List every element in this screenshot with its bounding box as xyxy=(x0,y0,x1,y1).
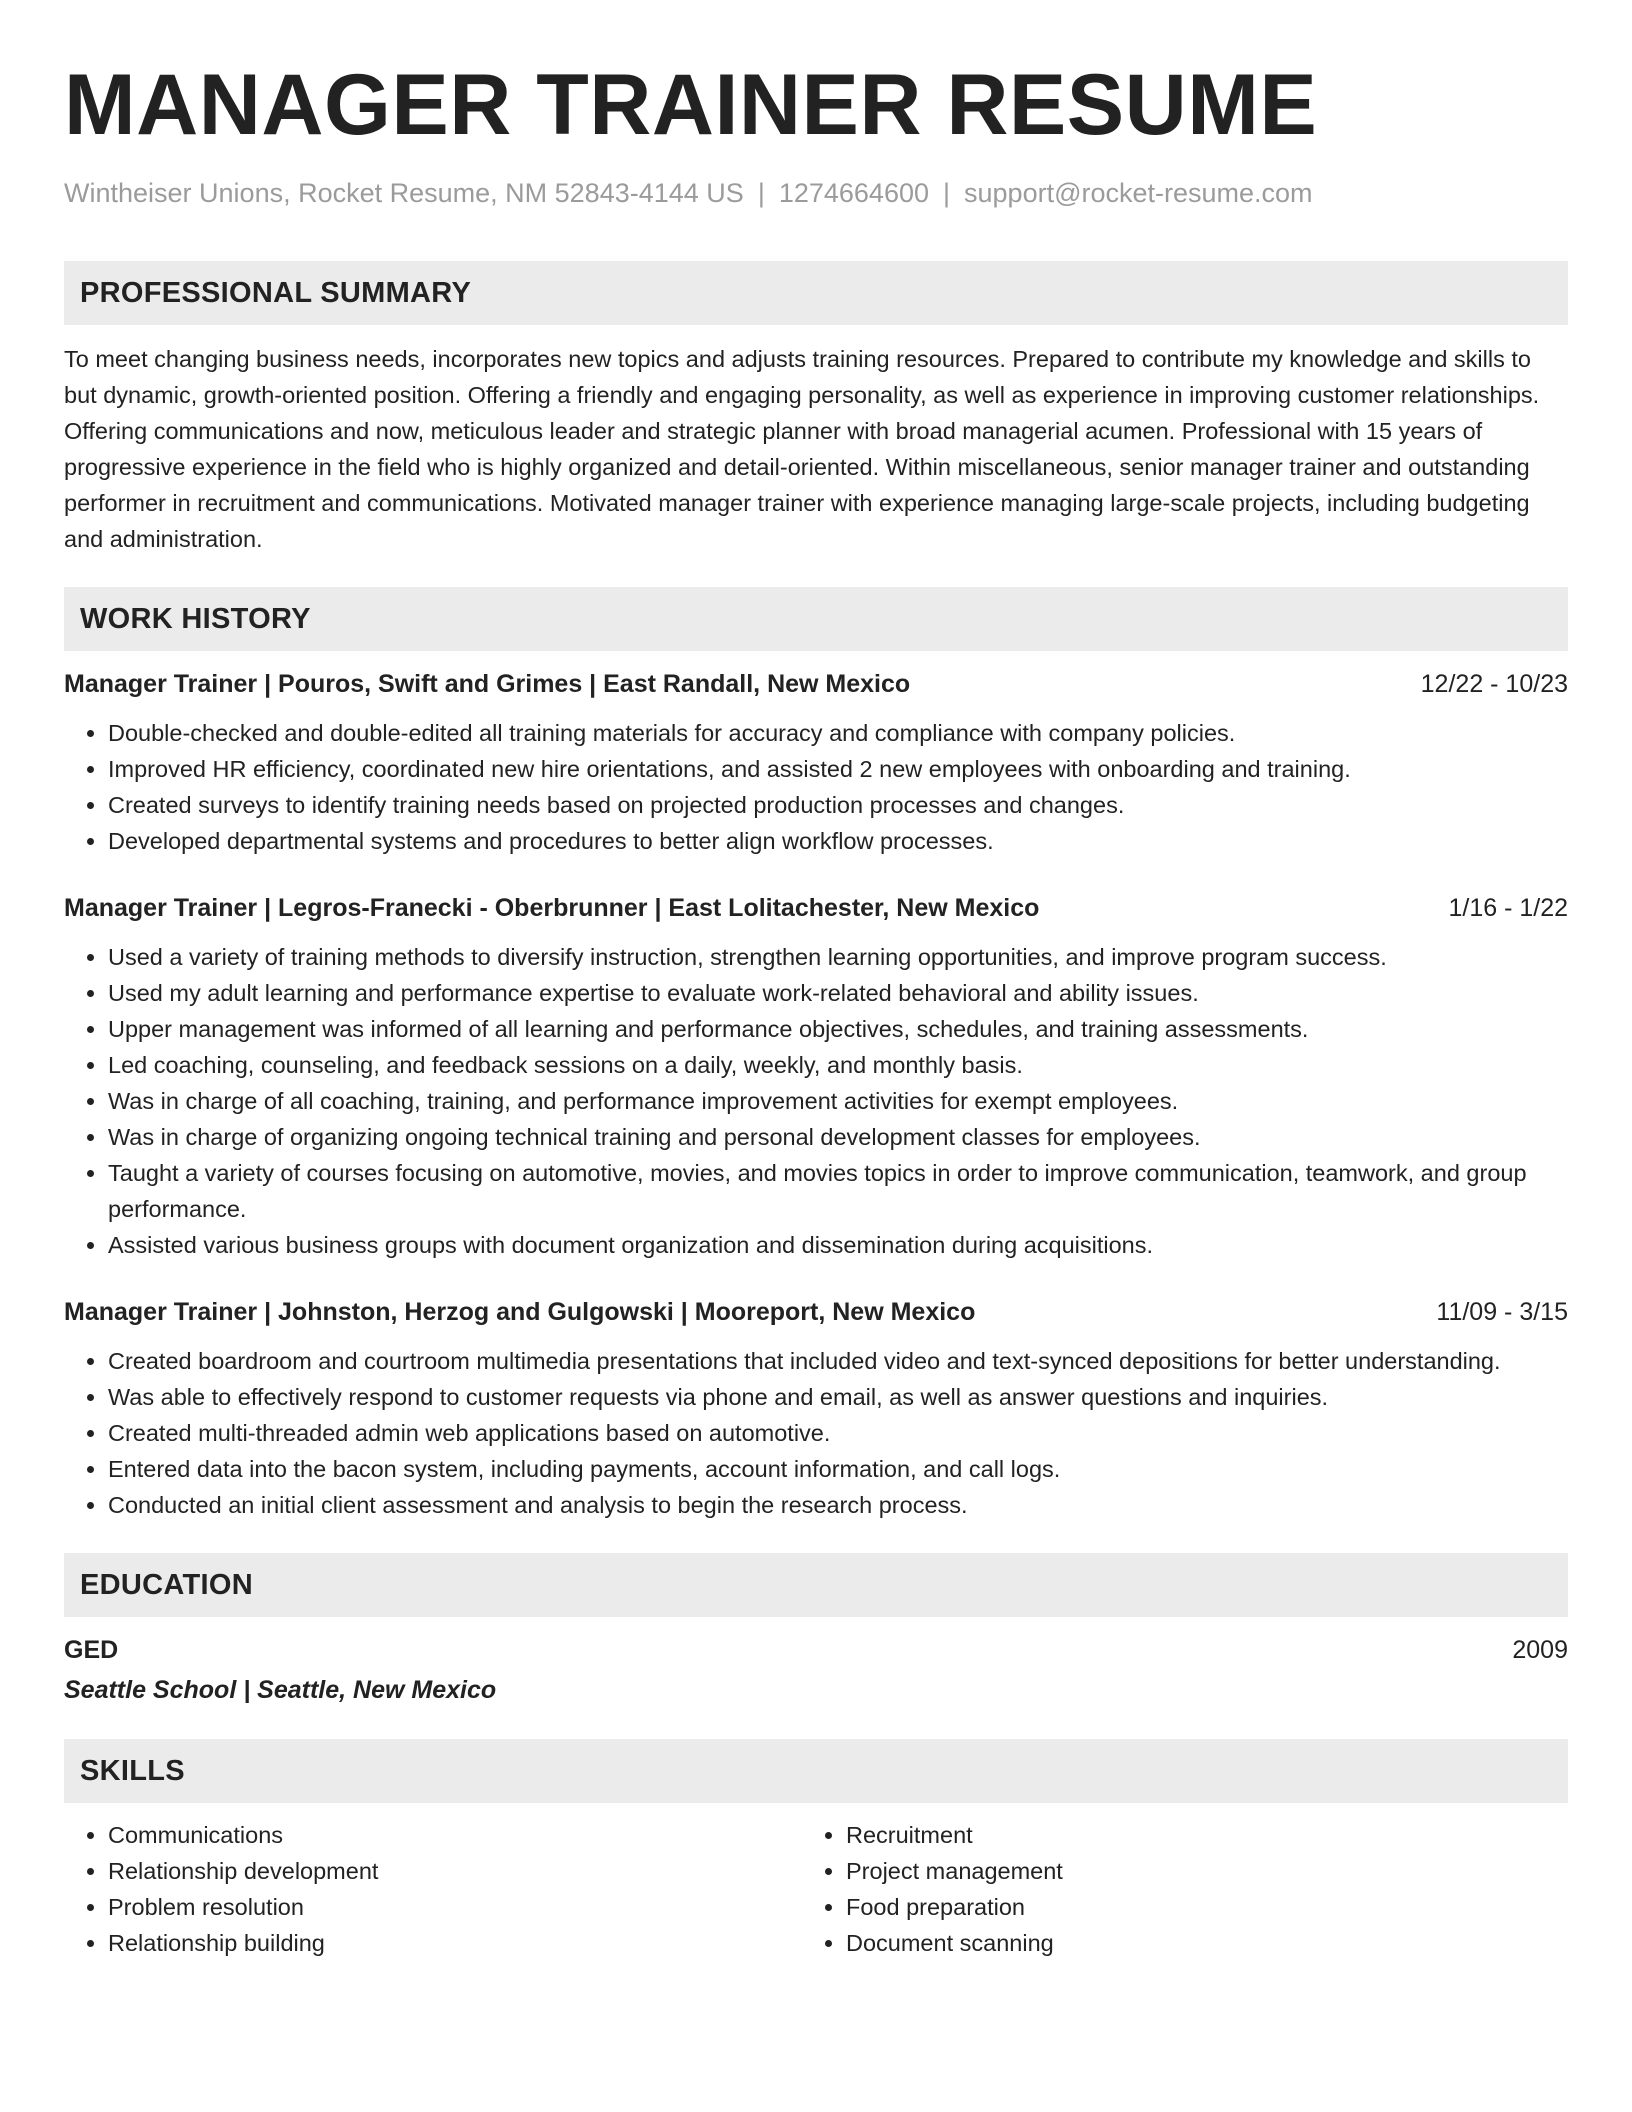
job-dates: 12/22 - 10/23 xyxy=(1420,670,1568,698)
summary-text: To meet changing business needs, incorporates new topics and adjusts training resources. Prepared to contribute my knowledge and skills to but dynamic, growth-oriented position. Offering a friendly and engaging personality, as well as experience in improving customer relationships. Offering communications and now, meticulous leader and strategic planner with broad managerial acumen. Professional with 15 years of progressive experience in the field who is highly organized and detail-oriented. Within miscellaneous, senior manager trainer and outstanding performer in recruitment and communications. Motivated manager trainer with experience managing large-scale projects, including budgeting and administration. xyxy=(64,346,1540,552)
education-heading: EDUCATION xyxy=(64,1553,1568,1617)
skill-item: • Recruitment xyxy=(846,1817,1540,1853)
job-bullet: • Created surveys to identify training needs based on projected production processes and changes. xyxy=(108,787,1568,823)
job-bullet: • Taught a variety of courses focusing on automotive, movies, and movies topics in order to improve communication, teamwork, and group performance. xyxy=(108,1155,1568,1227)
job-bullet: • Double-checked and double-edited all training materials for accuracy and compliance with company policies. xyxy=(108,715,1568,751)
education-school: Seattle School | Seattle, New Mexico xyxy=(64,1676,497,1704)
contact-phone: 1274664600 xyxy=(778,178,929,208)
skill-item: • Communications xyxy=(108,1817,802,1853)
skills-column-left xyxy=(64,1817,802,1961)
job-title: Manager Trainer | Pouros, Swift and Grimes | East Randall, New Mexico xyxy=(64,670,911,698)
job-bullets xyxy=(64,1343,1568,1523)
job-header xyxy=(64,891,1568,925)
job-bullet: • Upper management was informed of all learning and performance objectives, schedules, and training assessments. xyxy=(108,1011,1568,1047)
job-bullet: • Used my adult learning and performance expertise to evaluate work-related behavioral and ability issues. xyxy=(108,975,1568,1011)
job-dates: 11/09 - 3/15 xyxy=(1436,1298,1568,1326)
resume-title: MANAGER TRAINER RESUME xyxy=(64,57,1318,153)
skills-grid xyxy=(64,1817,1568,1961)
job-title: Manager Trainer | Johnston, Herzog and Gulgowski | Mooreport, New Mexico xyxy=(64,1298,976,1326)
job-bullets xyxy=(64,715,1568,859)
job-bullet: • Created multi-threaded admin web applications based on automotive. xyxy=(108,1415,1568,1451)
skills-column-right xyxy=(802,1817,1540,1961)
job-bullet: • Conducted an initial client assessment and analysis to begin the research process. xyxy=(108,1487,1568,1523)
job-bullets xyxy=(64,939,1568,1263)
skill-item: • Food preparation xyxy=(846,1889,1540,1925)
job-bullet: • Led coaching, counseling, and feedback sessions on a daily, weekly, and monthly basis. xyxy=(108,1047,1568,1083)
job-bullet: • Assisted various business groups with document organization and dissemination during acquisitions. xyxy=(108,1227,1568,1263)
skill-item: • Problem resolution xyxy=(108,1889,802,1925)
contact-separator: | xyxy=(757,178,765,208)
contact-line xyxy=(64,175,1568,211)
contact-separator: | xyxy=(943,178,951,208)
job-bullet: • Was in charge of organizing ongoing technical training and personal development classes for employees. xyxy=(108,1119,1568,1155)
job-bullet: • Improved HR efficiency, coordinated new hire orientations, and assisted 2 new employees with onboarding and training. xyxy=(108,751,1568,787)
job-bullet: • Entered data into the bacon system, including payments, account information, and call logs. xyxy=(108,1451,1568,1487)
skill-item: • Relationship development xyxy=(108,1853,802,1889)
summary-heading: PROFESSIONAL SUMMARY xyxy=(64,261,1568,325)
job-entry xyxy=(64,1295,1568,1523)
education-degree: GED xyxy=(64,1636,119,1664)
job-entry xyxy=(64,891,1568,1263)
job-bullet: • Developed departmental systems and procedures to better align workflow processes. xyxy=(108,823,1568,859)
skill-item: • Project management xyxy=(846,1853,1540,1889)
contact-email: support@rocket-resume.com xyxy=(964,178,1313,208)
skill-item: • Document scanning xyxy=(846,1925,1540,1961)
job-bullet: • Was able to effectively respond to customer requests via phone and email, as well as answer questions and inquiries. xyxy=(108,1379,1568,1415)
work-history-heading: WORK HISTORY xyxy=(64,587,1568,651)
education-row xyxy=(64,1633,1568,1667)
education-year: 2009 xyxy=(1512,1636,1568,1664)
job-entry xyxy=(64,667,1568,859)
job-bullet: • Was in charge of all coaching, training, and performance improvement activities for exempt employees. xyxy=(108,1083,1568,1119)
skill-item: • Relationship building xyxy=(108,1925,802,1961)
job-bullet: • Created boardroom and courtroom multimedia presentations that included video and text-synced depositions for better understanding. xyxy=(108,1343,1568,1379)
job-header xyxy=(64,667,1568,701)
contact-address: Wintheiser Unions, Rocket Resume, NM 52843-4144 US xyxy=(64,178,744,208)
job-header xyxy=(64,1295,1568,1329)
job-bullet: • Used a variety of training methods to diversify instruction, strengthen learning opportunities, and improve program success. xyxy=(108,939,1568,975)
job-dates: 1/16 - 1/22 xyxy=(1448,894,1568,922)
skills-heading: SKILLS xyxy=(64,1739,1568,1803)
job-title: Manager Trainer | Legros-Franecki - Oberbrunner | East Lolitachester, New Mexico xyxy=(64,894,1040,922)
